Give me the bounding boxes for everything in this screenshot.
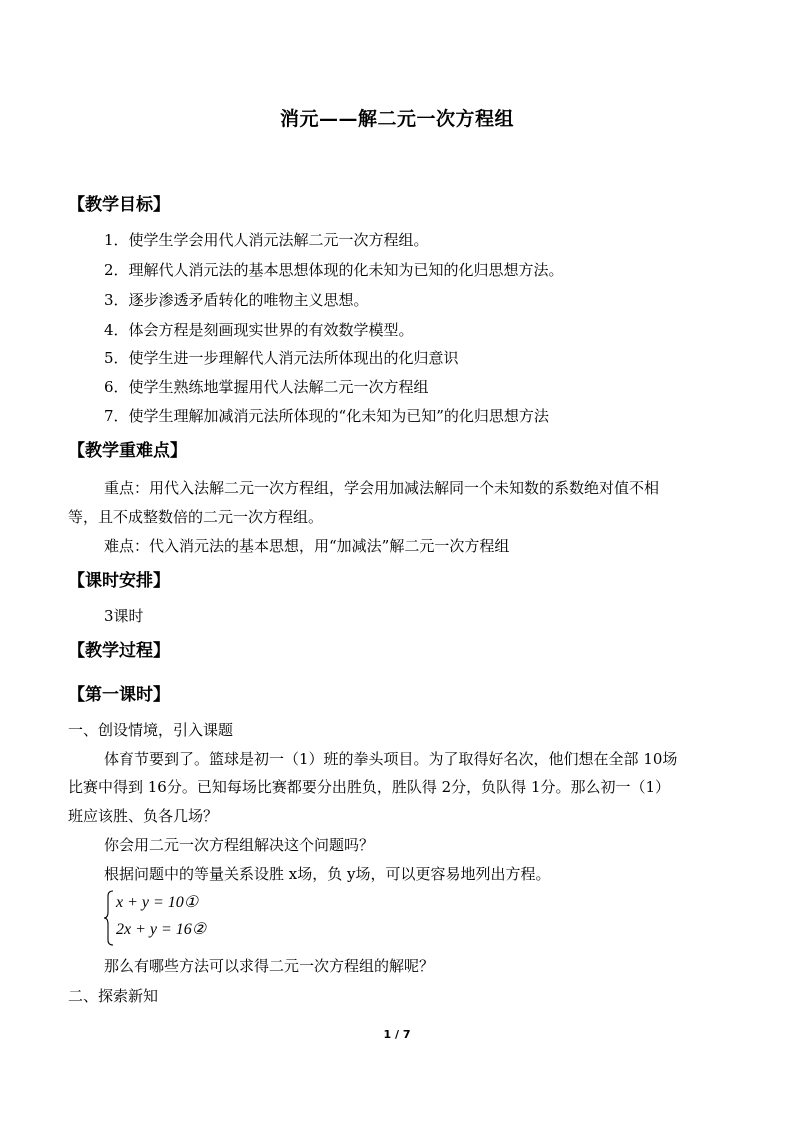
objective-item-1: 1．使学生学会用代人消元法解二元一次方程组。 (104, 231, 429, 249)
question-text: 你会用二元一次方程组解决这个问题吗？ (104, 836, 375, 854)
brace-icon (104, 890, 114, 946)
equation-system (104, 890, 224, 946)
focus-text-line1: 重点：用代入法解二元一次方程组，学会用加减法解同一个未知数的系数绝对值不相 (104, 479, 660, 497)
schedule-text: 3课时 (104, 607, 144, 625)
scenario-line2: 比赛中得到 16分。已知每场比赛都要分出胜负，胜队得 2分，负队得 1分。那么初一（1） (68, 778, 671, 796)
part1-title: 一、创设情境，引入课题 (68, 721, 234, 739)
part2-title: 二、探索新知 (68, 987, 159, 1005)
objective-item-6: 6．使学生熟练地掌握用代人法解二元一次方程组 (104, 378, 429, 396)
heading-lesson1: 【第一课时】 (68, 685, 170, 705)
scenario-line1: 体育节要到了。篮球是初一（1）班的拳头项目。为了取得好名次，他们想在全部 10场 (104, 750, 678, 768)
objective-item-7: 7．使学生理解加减消元法所体现的“化未知为已知”的化归思想方法 (104, 407, 549, 425)
equation-1: x + y = 10① (116, 894, 199, 911)
objective-item-2: 2．理解代人消元法的基本思想体现的化未知为已知的化归思想方法。 (104, 261, 564, 279)
equation-2: 2x + y = 16② (116, 921, 207, 938)
heading-key-points: 【教学重难点】 (68, 441, 187, 461)
objective-item-5: 5．使学生进一步理解代人消元法所体现出的化归意识 (104, 349, 459, 367)
objective-item-4: 4．体会方程是刻画现实世界的有效数学模型。 (104, 321, 414, 339)
scenario-line3: 班应该胜、负各几场？ (68, 807, 219, 825)
document-title: 消元——解二元一次方程组 (279, 108, 514, 130)
page-number: 1 / 7 (383, 1028, 411, 1041)
followup-text: 那么有哪些方法可以求得二元一次方程组的解呢？ (104, 957, 435, 975)
setup-text: 根据问题中的等量关系设胜 x场，负 y场，可以更容易地列出方程。 (104, 865, 551, 883)
heading-schedule: 【课时安排】 (68, 571, 170, 591)
heading-objectives: 【教学目标】 (68, 195, 170, 215)
focus-text-line2: 等，且不成整数倍的二元一次方程组。 (68, 508, 324, 526)
heading-process: 【教学过程】 (68, 641, 170, 661)
difficulty-text: 难点：代入消元法的基本思想，用“加减法”解二元一次方程组 (104, 537, 510, 555)
objective-item-3: 3．逐步渗透矛盾转化的唯物主义思想。 (104, 291, 369, 309)
